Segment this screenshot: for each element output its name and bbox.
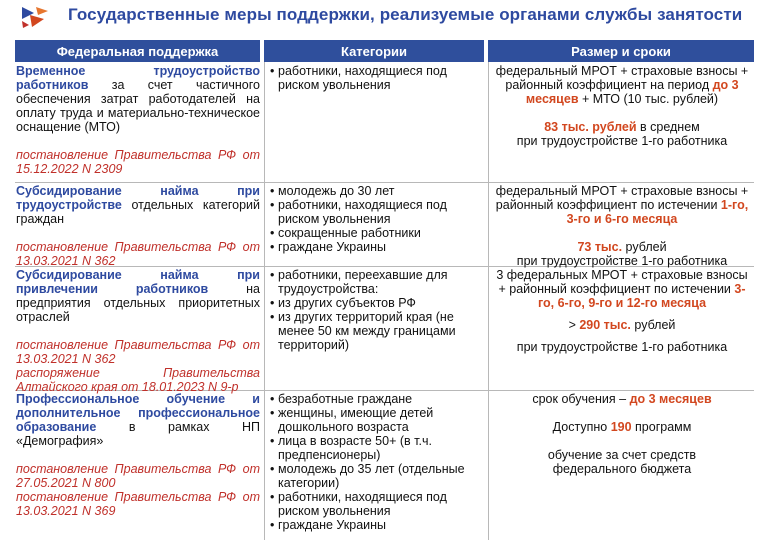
list-item: • граждане Украины bbox=[270, 518, 480, 532]
list-item: • сокращенные работники bbox=[270, 226, 480, 240]
list-item: • работники, находящиеся под риском увольнения bbox=[270, 64, 480, 92]
list-item: • молодежь до 35 лет (отдельные категории) bbox=[270, 462, 480, 490]
logo-icon bbox=[20, 5, 50, 29]
categories-cell bbox=[270, 392, 480, 532]
table-row: Субсидирование найма при трудоустройстве отдельных категорий граждан постановление Правительства РФ от 13.03.2021 N 362 bbox=[16, 184, 260, 268]
legal-doc: распоряжение Правительства Алтайского края от 18.01.2023 N 9-р bbox=[16, 366, 260, 394]
column-divider bbox=[488, 62, 489, 540]
list-item: • лица в возрасте 50+ (в т.ч. предпенсионеры) bbox=[270, 434, 480, 462]
size-cell: срок обучения – до 3 месяцев Доступно 190 программ обучение за счет средств федерального бюджета bbox=[532, 392, 712, 476]
categories-cell bbox=[270, 268, 480, 352]
categories-cell bbox=[270, 64, 480, 92]
legal-doc: постановление Правительства РФ от 27.05.2021 N 800 bbox=[16, 462, 260, 490]
legal-doc: постановление Правительства РФ от 13.03.2021 N 362 bbox=[16, 338, 260, 366]
header-categories: Категории bbox=[264, 40, 484, 62]
list-item: • молодежь до 30 лет bbox=[270, 184, 480, 198]
list-item: • граждане Украины bbox=[270, 240, 480, 254]
header-size-terms: Размер и сроки bbox=[488, 40, 754, 62]
legal-doc: постановление Правительства РФ от 13.03.2021 N 369 bbox=[16, 490, 260, 518]
table-row: Временное трудоустройство работников за счет частичного обеспечения затрат работодателей на оплату труда и материально-техническое оснащение (МТО) постановление Правительства РФ от 15.12.2022 N 2309 bbox=[16, 64, 260, 176]
legal-doc: постановление Правительства РФ от 15.12.2022 N 2309 bbox=[16, 148, 260, 176]
row-divider bbox=[15, 182, 754, 183]
list-item: • из других территорий края (не менее 50 км между границами территорий) bbox=[270, 310, 480, 352]
table-row: Субсидирование найма при привлечении работников на предприятия отдельных приоритетных отраслей постановление Правительства РФ от 13.03.2021 N 362 распоряжение Правительства Алтайского края от 18.01.2023 N 9-р bbox=[16, 268, 260, 394]
page-title: Государственные меры поддержки, реализуемые органами службы занятости bbox=[68, 5, 743, 24]
list-item: • безработные граждане bbox=[270, 392, 480, 406]
size-cell: федеральный МРОТ + страховые взносы + районный коэффициент по истечении 1-го, 3-го и 6-го месяца 73 тыс. рублей при трудоустройстве 1-го работника bbox=[495, 184, 749, 268]
list-item: • работники, находящиеся под риском увольнения bbox=[270, 490, 480, 518]
header-federal-support: Федеральная поддержка bbox=[15, 40, 260, 62]
list-item: • из других субъектов РФ bbox=[270, 296, 480, 310]
list-item: • работники, находящиеся под риском увольнения bbox=[270, 198, 480, 226]
table-row: Профессиональное обучение и дополнительное профессиональное образование в рамках НП «Демография» постановление Правительства РФ от 27.05.2021 N 800 постановление Правительства РФ от 13.03.2021 N 369 bbox=[16, 392, 260, 518]
legal-doc: постановление Правительства РФ от 13.03.2021 N 362 bbox=[16, 240, 260, 268]
size-cell: 3 федеральных МРОТ + страховые взносы + районный коэффициент по истечении 3-го, 6-го, 9-го и 12-го месяца > 290 тыс. рублей при трудоустройстве 1-го работника bbox=[496, 268, 748, 354]
list-item: • женщины, имеющие детей дошкольного возраста bbox=[270, 406, 480, 434]
column-divider bbox=[264, 62, 265, 540]
list-item: • работники, переехавшие для трудоустройства: bbox=[270, 268, 480, 296]
categories-cell bbox=[270, 184, 480, 254]
size-cell: федеральный МРОТ + страховые взносы + районный коэффициент на период до 3 месяцев + МТО (10 тыс. рублей) 83 тыс. рублей в среднем при трудоустройстве 1-го работника bbox=[495, 64, 749, 148]
